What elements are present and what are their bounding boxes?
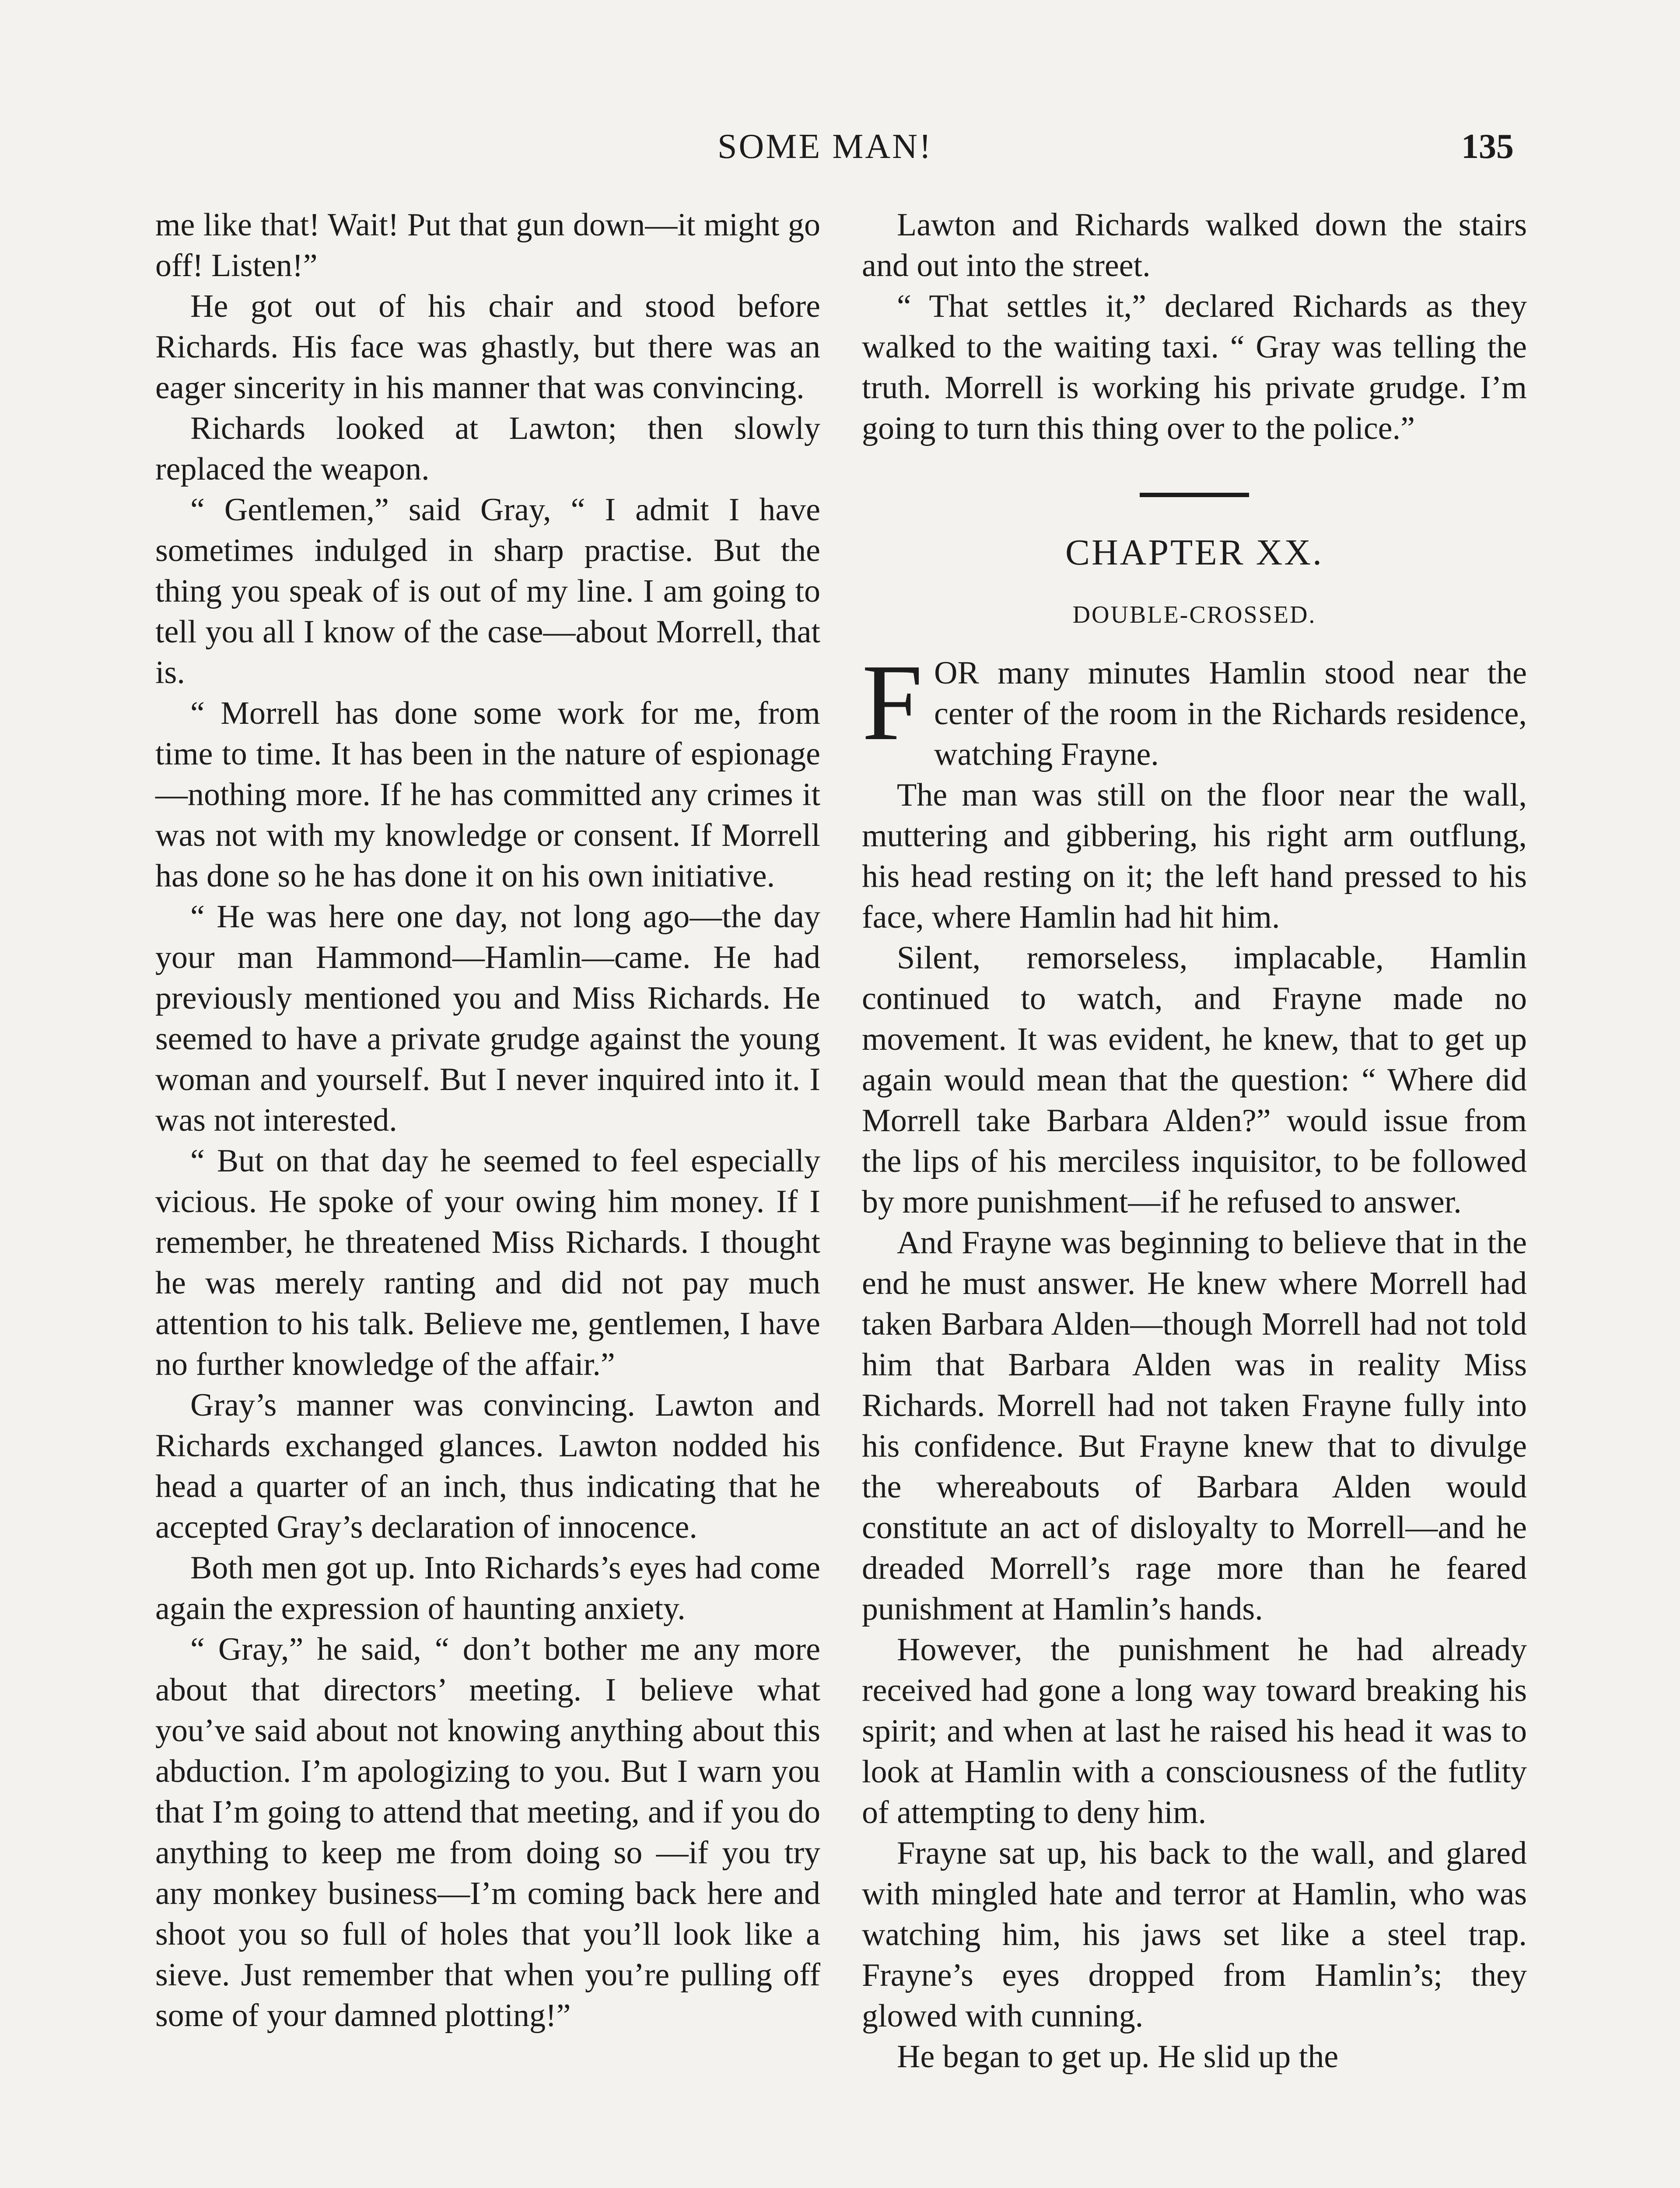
left-column <box>155 205 820 2036</box>
paragraph: The man was still on the floor near the wall, muttering and gibbering, his right arm outflung, his head resting on it; the left hand pressed to his face, where Hamlin had hit him. <box>862 777 1527 935</box>
paragraph: And Frayne was beginning to believe that in the end he must answer. He knew where Morrell had taken Barbara Alden—though Morrell had not told him that Barbara Alden was in reality Miss Richards. Morrell had not taken Frayne fully into his confidence. But Frayne knew that to divulge the whereabouts of Barbara Alden would constitute an act of disloyalty to Morrell—and he dreaded Morrell’s rage more than he feared punishment at Hamlin’s hands. <box>862 1225 1527 1627</box>
chapter-opening-paragraph <box>862 642 1527 775</box>
paragraph: Both men got up. Into Richards’s eyes had come again the expression of haunting anxiety. <box>155 1550 820 1627</box>
section-divider <box>1140 493 1249 497</box>
paragraph: He began to get up. He slid up the <box>897 2039 1339 2075</box>
paragraph: Lawton and Richards walked down the stairs and out into the street. <box>862 207 1527 284</box>
chapter-title: CHAPTER XX. <box>1065 532 1324 573</box>
paragraph: Silent, remorseless, implacable, Hamlin continued to watch, and Frayne made no movement. It was evident, he knew, that to get up again would mean that the question: “ Where did Morrell take Barbara Alden?” would issue from the lips of his merciless inquisitor, to be followed by more punishment—if he refused to answer. <box>862 940 1527 1220</box>
paragraph: Richards looked at Lawton; then slowly replaced the weapon. <box>155 410 820 487</box>
paragraph: me like that! Wait! Put that gun down—it might go off! Listen!” <box>155 207 820 284</box>
drop-cap: F <box>862 642 923 763</box>
paragraph: He got out of his chair and stood before Richards. His face was ghastly, but there was an eager sincerity in his manner that was convincing. <box>155 288 820 406</box>
paragraph: “ Gray,” he said, “ don’t bother me any more about that directors’ meeting. I believe what you’ve said about not knowing anything about this abduction. I’m apologizing to you. But I warn you that I’m going to attend that meeting, and if you do anything to keep me from doing so —if you try any monkey business—I’m coming back here and shoot you so full of holes that you’ll look like a sieve. Just remember that when you’re pulling off some of your damned plotting!” <box>155 1631 820 2034</box>
paragraph: “ Morrell has done some work for me, from time to time. It has been in the nature of espionage—nothing more. If he has committed any crimes it was not with my knowledge or consent. If Morrell has done so he has done it on his own initiative. <box>155 695 820 894</box>
opening-text: OR many minutes Hamlin stood near the center of the room in the Richards residence, watching Frayne. <box>934 655 1527 772</box>
running-head <box>0 127 1680 179</box>
paragraph: Gray’s manner was convincing. Lawton and Richards exchanged glances. Lawton nodded his head a quarter of an inch, thus indicating that he accepted Gray’s declaration of innocence. <box>155 1387 820 1545</box>
paragraph: Frayne sat up, his back to the wall, and glared with mingled hate and terror at Hamlin, who was watching him, his jaws set like a steel trap. Frayne’s eyes dropped from Hamlin’s; they glowed with cunning. <box>862 1835 1527 2034</box>
running-title: SOME MAN! <box>718 127 933 166</box>
paragraph: “ He was here one day, not long ago—the day your man Hammond—Hamlin—came. He had previously mentioned you and Miss Richards. He seemed to have a private grudge against the young woman and yourself. But I never inquired into it. I was not interested. <box>155 899 820 1138</box>
right-column <box>862 205 1527 2077</box>
chapter-subtitle: DOUBLE-CROSSED. <box>1072 601 1316 628</box>
paragraph: “ Gentlemen,” said Gray, “ I admit I have sometimes indulged in sharp practise. But the thing you speak of is out of my line. I am going to tell you all I know of the case—about Morrell, that is. <box>155 492 820 691</box>
paragraph: “ But on that day he seemed to feel especially vicious. He spoke of your owing him money. If I remember, he threatened Miss Richards. I thought he was merely ranting and did not pay much attention to his talk. Believe me, gentlemen, I have no further knowledge of the affair.” <box>155 1143 820 1382</box>
page-number: 135 <box>1461 127 1514 166</box>
paragraph: “ That settles it,” declared Richards as they walked to the waiting taxi. “ Gray was telling the truth. Morrell is working his private grudge. I’m going to turn this thing over to the police.” <box>862 288 1527 446</box>
paragraph: However, the punishment he had already received had gone a long way toward breaking his spirit; and when at last he raised his head it was to look at Hamlin with a consciousness of the futlity of attempting to deny him. <box>862 1632 1527 1830</box>
